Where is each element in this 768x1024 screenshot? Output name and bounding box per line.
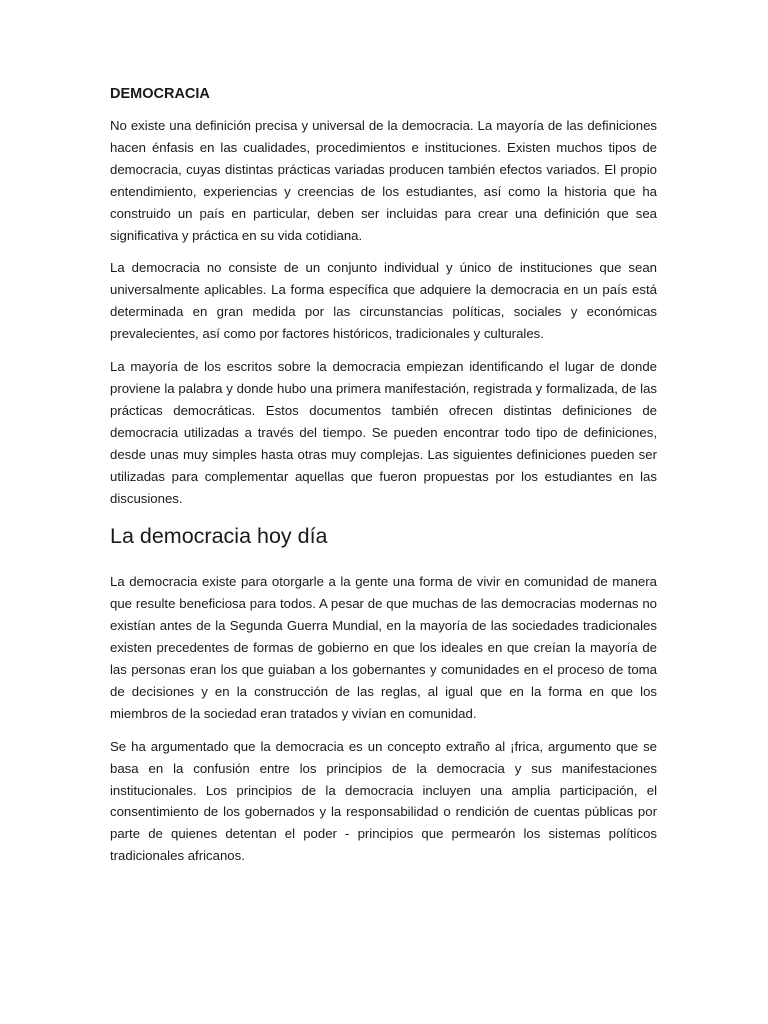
paragraph: Se ha argumentado que la democracia es un concepto extraño al ¡frica, argumento que se basa en la confusión entre los principios de la democracia y sus manifestaciones institucionales. Los principios de la democracia incluyen una amplia participación, el consentimiento de los gobernados y la responsabilidad o rendición de cuentas públicas por parte de quienes detentan el poder - principios que permearón los sistemas políticos tradicionales africanos. xyxy=(110,738,657,864)
paragraph: La mayoría de los escritos sobre la democracia empiezan identificando el lugar de donde proviene la palabra y donde hubo una primera manifestación, registrada y formalizada, de las prácticas democráticas. Estos documentos también ofrecen distintas definiciones de democracia utilizadas a través del tiempo. Se pueden encontrar todo tipo de definiciones, desde unas muy simples hasta otras muy complejas. Las siguientes definiciones pueden ser utilizadas para complementar aquellas que fueron propuestas por los estudiantes en las discusiones. xyxy=(110,359,657,506)
paragraph: La democracia no consiste de un conjunto individual y único de instituciones que sean universalmente aplicables. La forma específica que adquiere la democracia en un país está determinada en gran medida por las circunstancias políticas, sociales y económicas prevalecientes, así como por factores históricos, tradicionales y culturales. xyxy=(110,260,657,342)
paragraph: La democracia existe para otorgarle a la gente una forma de vivir en comunidad de manera que resulte beneficiosa para todos. A pesar de que muchas de las democracias modernas no existían antes de la Segunda Guerra Mundial, en la mayoría de las sociedades tradicionales existen precedentes de formas de gobierno en que los ideales en que creían la mayoría de las personas eran los que guiaban a los gobernantes y comunidades en el proceso de toma de decisiones y en la construcción de las reglas, al igual que en la forma en que los miembros de la sociedad eran tratados y vivían en comunidad. xyxy=(110,574,657,721)
paragraph: No existe una definición precisa y universal de la democracia. La mayoría de las definiciones hacen énfasis en las cualidades, procedimientos e instituciones. Existen muchos tipos de democracia, cuyas distintas prácticas variadas producen también efectos variados. El propio entendimiento, experiencias y creencias de los estudiantes, así como la historia que ha construido un país en particular, deben ser incluidas para crear una definición que sea significativa y práctica en su vida cotidiana. xyxy=(110,118,657,243)
section-heading: La democracia hoy día xyxy=(110,524,328,549)
document-page xyxy=(110,84,657,878)
document-title: DEMOCRACIA xyxy=(110,86,210,102)
